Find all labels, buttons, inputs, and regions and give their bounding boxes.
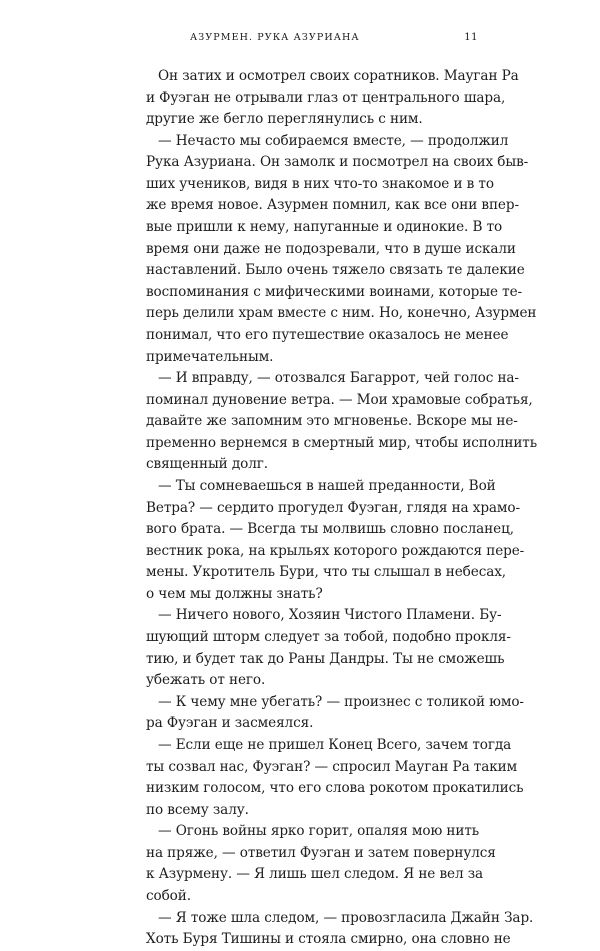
text-line: — К чему мне убегать? — произнес с толикой юмо-: [158, 693, 524, 710]
text-line: — Огонь войны ярко горит, опаляя мою нить: [158, 823, 480, 840]
text-line: священный долг.: [146, 456, 268, 473]
running-title: АЗУРМЕН. РУКА АЗУРИАНА: [190, 32, 360, 43]
text-line: — Нечасто мы собираемся вместе, — продолжил: [158, 132, 509, 149]
text-line: другие же бегло переглянулись с ним.: [146, 111, 423, 128]
text-line: к Азурмену. — Я лишь шел следом. Я не вел за: [146, 866, 484, 883]
page-number: 11: [464, 32, 478, 43]
text-line: собой.: [146, 887, 191, 904]
text-line: вого брата. — Всегда ты молвишь словно посланец,: [146, 521, 514, 538]
text-line: — Ты сомневаешься в нашей преданности, Вой: [158, 477, 496, 494]
running-header: [146, 32, 478, 48]
text-line: шующий шторм следует за тобой, подобно прокля-: [146, 629, 511, 646]
text-line: по всему залу.: [146, 801, 249, 818]
text-line: время они даже не подозревали, что в душе искали: [146, 240, 516, 257]
text-line: и Фуэган не отрывали глаз от центрального шара,: [146, 89, 506, 106]
text-line: перь делили храм вместе с ним. Но, конечно, Азурмен: [146, 305, 537, 322]
text-line: — Я тоже шла следом, — провозгласила Джайн Зар.: [158, 909, 534, 926]
text-line: примечательным.: [146, 348, 274, 365]
text-line: понимал, что его путешествие оказалось не менее: [146, 326, 509, 343]
text-line: Хоть Буря Тишины и стояла смирно, она словно не: [146, 931, 511, 948]
text-line: — Если еще не пришел Конец Всего, зачем тогда: [158, 736, 512, 753]
text-line: поминал дуновение ветра. — Мои храмовые собратья,: [146, 391, 533, 408]
text-line: Рука Азуриана. Он замолк и посмотрел на своих быв-: [146, 154, 529, 171]
text-line: давайте же запомним это мгновенье. Вскоре мы не-: [146, 413, 518, 430]
text-line: воспоминания с мифическими воинами, которые те-: [146, 283, 523, 300]
text-line: на пряже, — ответил Фуэган и затем повернулся: [146, 844, 496, 861]
text-line: пременно вернемся в смертный мир, чтобы исполнить: [146, 434, 538, 451]
text-line: Он затих и осмотрел своих соратников. Мауган Ра: [158, 68, 519, 84]
text-line: же время новое. Азурмен помнил, как все они впер-: [146, 197, 519, 214]
body-text: [146, 66, 538, 951]
text-line: ра Фуэган и засмеялся.: [146, 715, 314, 732]
text-line: низким голосом, что его слова рокотом прокатились: [146, 780, 524, 797]
text-line: убежать от него.: [146, 672, 266, 689]
text-line: — И вправду, — отозвался Багаррот, чей голос на-: [158, 370, 519, 387]
text-line: ших учеников, видя в них что-то знакомое и в то: [146, 175, 494, 192]
text-line: тию, и будет так до Раны Дандры. Ты не сможешь: [146, 650, 505, 667]
text-line: — Ничего нового, Хозяин Чистого Пламени. Бу-: [158, 607, 502, 624]
text-line: ты созвал нас, Фуэган? — спросил Мауган Ра таким: [146, 758, 518, 775]
text-line: Ветра? — сердито прогудел Фуэган, глядя на храмо-: [146, 499, 520, 516]
text-line: о чем мы должны знать?: [146, 585, 323, 602]
text-line: мены. Укротитель Бури, что ты слышал в небесах,: [146, 564, 506, 581]
text-line: вые пришли к нему, напуганные и одинокие. В то: [146, 219, 503, 236]
text-line: вестник рока, на крыльях которого рождаются пере-: [146, 542, 525, 559]
text-line: наставлений. Было очень тяжело связать те далекие: [146, 262, 525, 279]
